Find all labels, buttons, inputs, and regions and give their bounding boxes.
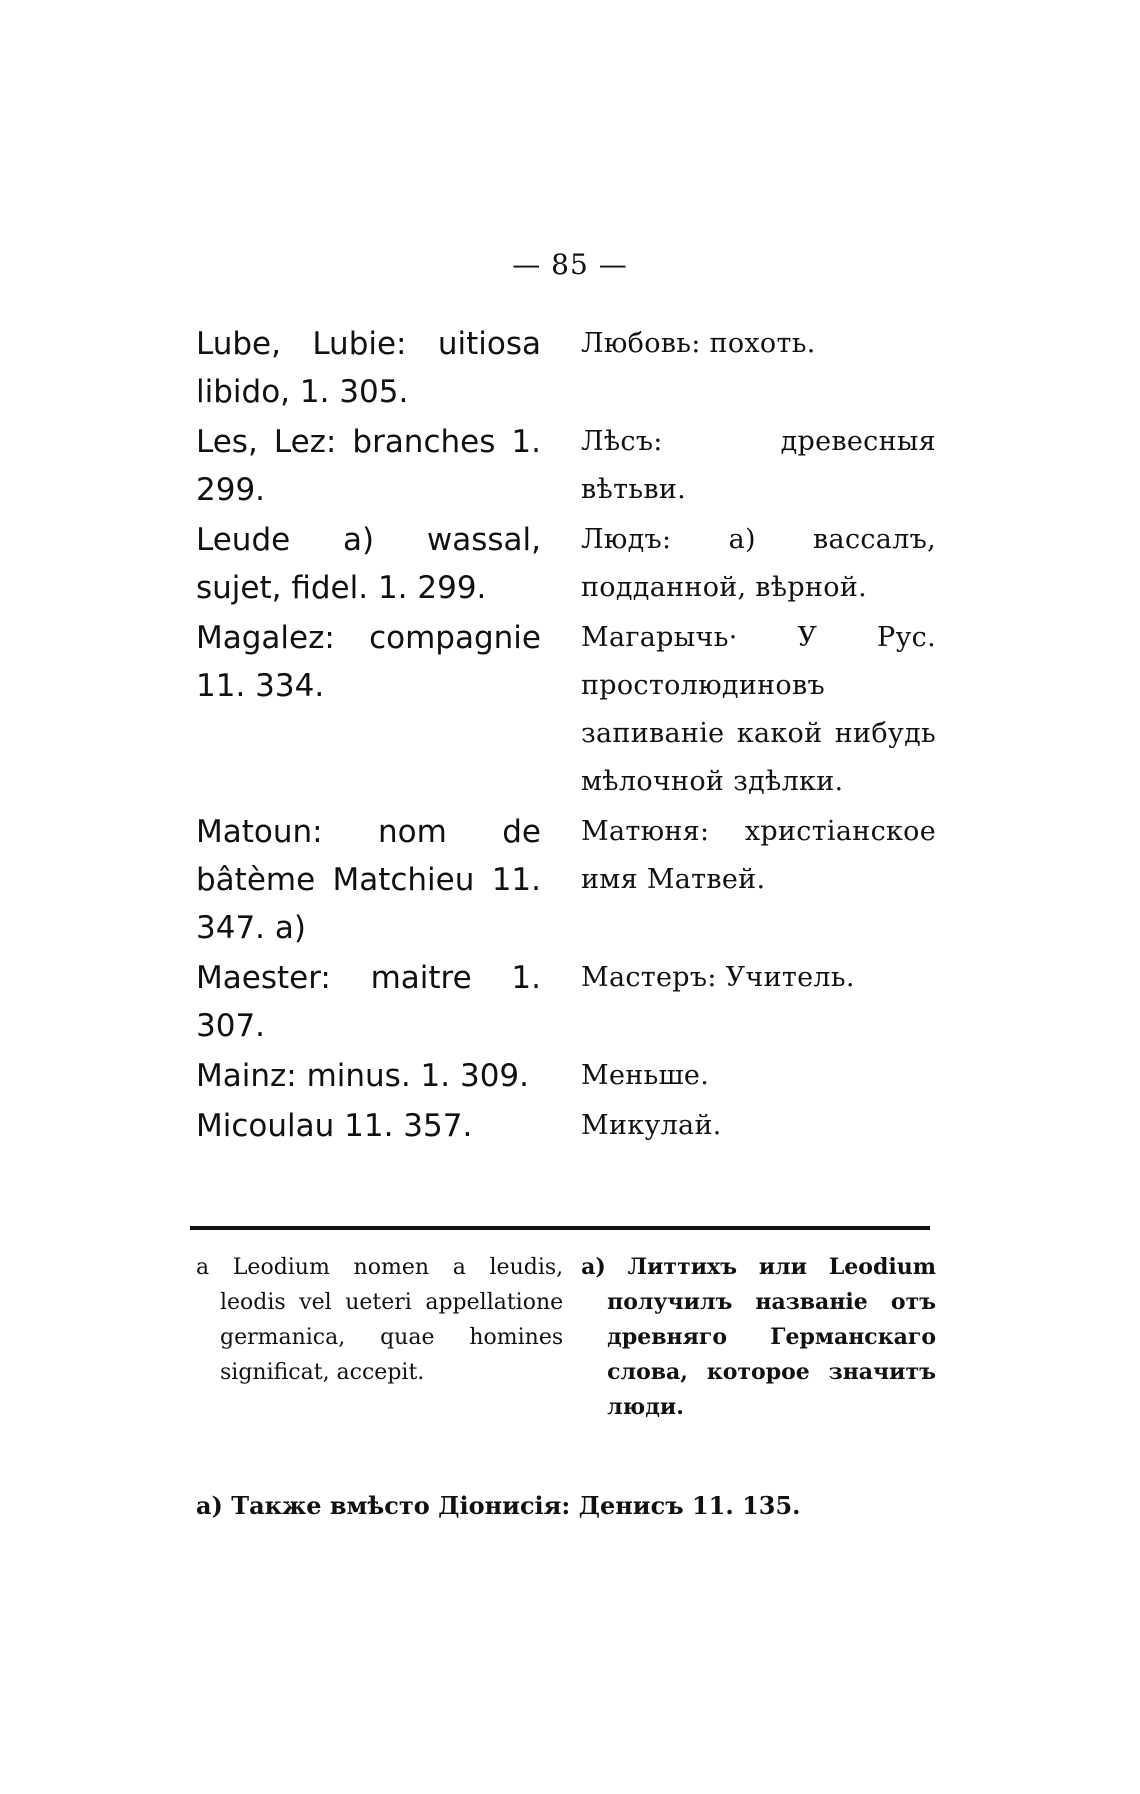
russian-translation: Матюня: христіанское имя Матвей. <box>581 816 936 895</box>
french-term: Matoun: nom de bâtème Matchieu 11. 347. a) <box>196 814 541 946</box>
glossary-entry <box>196 1102 946 1150</box>
russian-translation: Магарычь· У Рус. простолюдиновъ запиваніе какой нибудь мѣлочной здѣлки. <box>581 622 936 797</box>
french-term: Leude a) wassal, sujet, fidel. 1. 299. <box>196 522 541 606</box>
glossary-entry <box>196 320 946 416</box>
glossary-entry <box>196 1052 946 1100</box>
page-number: — 85 — <box>512 248 628 281</box>
russian-translation: Мастеръ: Учитель. <box>581 962 855 993</box>
french-term: Micoulau 11. 357. <box>196 1108 473 1144</box>
glossary-entries <box>196 320 946 1152</box>
french-term: Lube, Lubie: uitiosa libido, 1. 305. <box>196 326 541 410</box>
glossary-entry <box>196 516 946 612</box>
glossary-entry <box>196 614 946 806</box>
footnote-divider <box>190 1226 930 1230</box>
footnote <box>196 1250 936 1425</box>
glossary-entry <box>196 808 946 952</box>
footnote-russian: а) Литтихъ или Leodium получилъ названіе отъ древняго Германскаго слова, которое значитъ люди. <box>581 1254 936 1420</box>
glossary-entry <box>196 954 946 1050</box>
russian-translation: Любовь: похоть. <box>581 328 816 359</box>
russian-translation: Микулай. <box>581 1110 722 1141</box>
russian-translation: Лѣсъ: древесныя вѣтьви. <box>581 426 936 505</box>
russian-translation: Меньше. <box>581 1060 710 1091</box>
footnote-latin: a Leodium nomen a leudis, leodis vel ueteri appellatione germanica, quae homines significat, accepit. <box>196 1255 564 1385</box>
russian-translation: Людъ: а) вассалъ, подданной, вѣрной. <box>581 524 936 603</box>
french-term: Les, Lez: branches 1. 299. <box>196 424 541 508</box>
glossary-entry <box>196 418 946 514</box>
french-term: Mainz: minus. 1. 309. <box>196 1058 529 1094</box>
bottom-note: а) Также вмѣсто Діонисія: Денисъ 11. 135. <box>196 1491 801 1520</box>
french-term: Magalez: compagnie 11. 334. <box>196 620 541 704</box>
french-term: Maester: maitre 1. 307. <box>196 960 541 1044</box>
